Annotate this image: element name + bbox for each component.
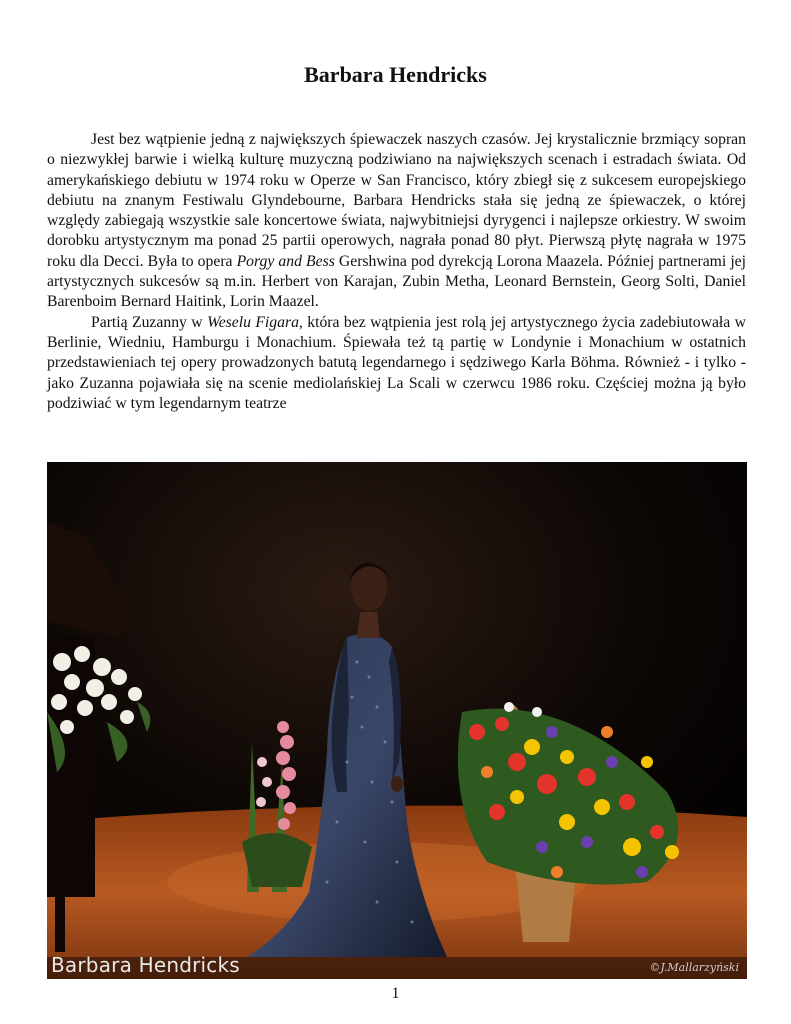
- stage-illustration: [47, 462, 747, 979]
- text-segment-italic: Weselu Figara: [207, 313, 299, 331]
- text-segment: , która bez wątpienia jest rolą jej artystycznego życia zadebiutowała w Berlinie, Wiedniu, Hamburgu i Monachium. Śpiewała też tą partię w Londynie i Monachium w ostatnich przedstawieniach tej opery prowadzonych batutą legendarnego i sędziwego Karla Böhma. Również - i tylko - jako Zuzanna pojawiała się na scenie mediolańskiej La Scali w czerwcu 1986 roku. Częściej można ją było podziwiać w tym legendarnym teatrze: [47, 313, 746, 412]
- article-body: [47, 130, 746, 414]
- text-segment: Gershwina pod dyrekcją Lorona Maazela. Później partnerami jej artystycznych sukcesów są m.in. Herbert von Karajan, Zubin Metha, Leonard Bernstein, Georg Solti, Daniel Barenboim Bernard Haitink, Lorin Maazel.: [47, 252, 746, 311]
- paragraph: [47, 130, 746, 313]
- photo-copyright: ©J.Mallarzyński: [649, 961, 739, 974]
- text-segment: Jest bez wątpienie jedną z największych śpiewaczek naszych czasów. Jej krystalicznie brzmiący sopran o niezwykłej barwie i wielką kulturę muzyczną podziwiano na największych scenach i estradach świata. Od amerykańskiego debiutu w 1974 roku w Operze w San Francisco, który zbiegł się z sukcesem europejskiego debiutu na znanym Festiwalu Glyndebourne, Barbara Hendricks stała się jedną ze śpiewaczek, o której względy zabiegają wszystkie sale koncertowe świata, najwybitniejsi dyrygenci i najlepsze orkiestry. W swoim dorobku artystycznym ma ponad 25 partii operowych, nagrała ponad 80 płyt. Pierwszą płytę nagrała w 1975 roku dla Decci. Była to opera: [47, 131, 746, 270]
- text-segment-italic: Porgy and Bess: [236, 252, 335, 270]
- photo-caption: Barbara Hendricks: [51, 953, 240, 977]
- page-title: Barbara Hendricks: [304, 62, 487, 87]
- text-segment: Partią Zuzanny w: [91, 313, 208, 331]
- paragraph: [47, 313, 746, 414]
- page-number: 1: [391, 985, 400, 1002]
- concert-photo: [47, 462, 747, 979]
